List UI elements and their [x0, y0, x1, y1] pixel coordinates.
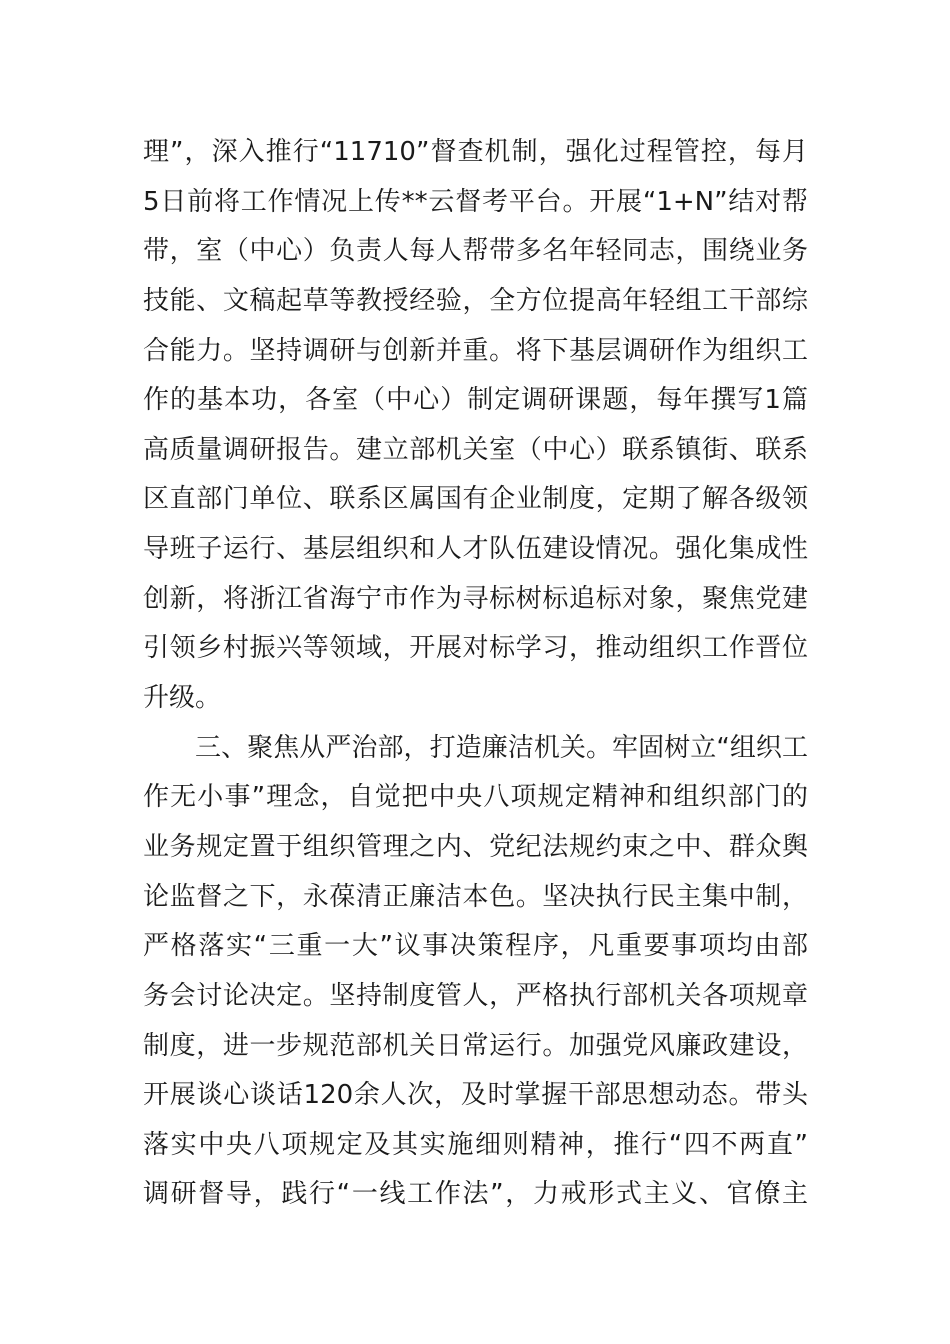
text-line: 业务规定置于组织管理之内、党纪法规约束之中、群众舆 [143, 831, 808, 862]
text-line: 论监督之下，永葆清正廉洁本色。坚决执行民主集中制， [143, 881, 808, 912]
text-line: 导班子运行、基层组织和人才队伍建设情况。强化集成性 [143, 534, 808, 565]
text-line: 引领乡村振兴等领域，开展对标学习，推动组织工作晋位 [143, 633, 808, 664]
text-line: 合能力。坚持调研与创新并重。将下基层调研作为组织工 [143, 335, 808, 366]
text-line: 落实中央八项规定及其实施细则精神，推行“四不两直” [143, 1129, 808, 1160]
text-line: 带，室（中心）负责人每人帮带多名年轻同志，围绕业务 [143, 236, 808, 267]
document-body [143, 128, 808, 1220]
text-line: 区直部门单位、联系区属国有企业制度，定期了解各级领 [143, 484, 808, 515]
text-line: 务会讨论决定。坚持制度管人，严格执行部机关各项规章 [143, 980, 808, 1011]
text-line: 调研督导，践行“一线工作法”，力戒形式主义、官僚主 [143, 1179, 808, 1210]
text-line: 开展谈心谈话120余人次，及时掌握干部思想动态。带头 [143, 1080, 808, 1111]
text-line: 作的基本功，各室（中心）制定调研课题，每年撰写1篇 [143, 385, 808, 416]
text-line: 制度，进一步规范部机关日常运行。加强党风廉政建设， [143, 1030, 808, 1061]
text-line: 5日前将工作情况上传**云督考平台。开展“1+N”结对帮 [143, 186, 808, 217]
section-heading-line: 三、聚焦从严治部，打造廉洁机关。牢固树立“组织工 [195, 732, 808, 763]
paragraph-end-line: 升级。 [143, 683, 222, 714]
text-line: 理”，深入推行“11710”督查机制，强化过程管控，每月 [143, 137, 808, 167]
text-line: 高质量调研报告。建立部机关室（中心）联系镇街、联系 [143, 434, 808, 465]
text-line: 技能、文稿起草等教授经验，全方位提高年轻组工干部综 [143, 285, 808, 316]
text-line: 严格落实“三重一大”议事决策程序，凡重要事项均由部 [143, 931, 808, 962]
text-line: 创新，将浙江省海宁市作为寻标树标追标对象，聚焦党建 [143, 583, 808, 614]
text-line: 作无小事”理念，自觉把中央八项规定精神和组织部门的 [143, 782, 808, 813]
